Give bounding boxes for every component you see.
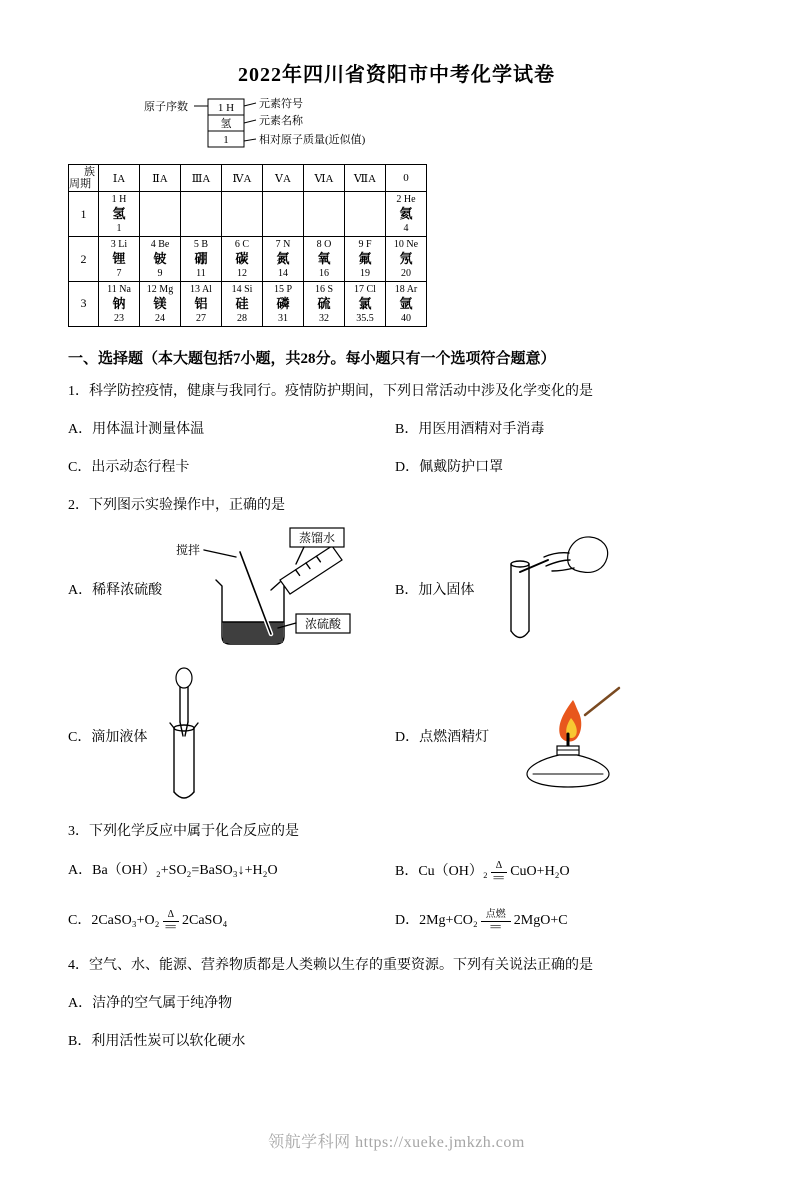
q4-option-a: A．洁净的空气属于纯净物 bbox=[68, 996, 233, 1012]
q1-options-ab bbox=[68, 420, 725, 440]
q2-options-ab bbox=[68, 524, 725, 654]
equation-right: 2MgO+C bbox=[513, 912, 568, 928]
element-cell: 3 Li 锂 7 bbox=[99, 237, 140, 282]
section-header: 一、选择题（本大题包括7小题，共28分。每小题只有一个选项符合题意） bbox=[68, 350, 556, 367]
q2-option-a-label: A．稀释浓硫酸 bbox=[68, 582, 163, 598]
reaction-condition: Δ bbox=[163, 909, 179, 923]
element-cell: 17 Cl 氯 35.5 bbox=[345, 282, 386, 326]
alcohol-lamp-figure bbox=[499, 680, 649, 792]
flame-icon bbox=[559, 700, 581, 742]
element-legend-figure bbox=[144, 97, 474, 153]
corner-period-label: 周期 bbox=[69, 178, 91, 191]
q1-options-cd bbox=[68, 458, 725, 478]
group-header-cell: ⅣA bbox=[222, 165, 263, 192]
condition-equals bbox=[491, 859, 507, 886]
q3-option-a bbox=[68, 860, 395, 882]
relative-mass-label: 相对原子质量(近似值) bbox=[259, 134, 366, 146]
equation-right: CuO+H₂O bbox=[510, 863, 570, 879]
element-name-label: 元素名称 bbox=[259, 115, 303, 127]
condition-equals bbox=[481, 908, 511, 935]
group-header-row bbox=[69, 165, 427, 192]
add-liquid-figure bbox=[157, 666, 211, 806]
group-header-cell: ⅥA bbox=[304, 165, 345, 192]
q2-option-c-label: C．滴加液体 bbox=[68, 729, 148, 745]
element-cell: 12 Mg 镁 24 bbox=[140, 282, 181, 326]
legend-example-name: 氢 bbox=[220, 118, 232, 130]
period-row bbox=[69, 192, 427, 237]
match-icon bbox=[585, 688, 619, 715]
reaction-condition: Δ bbox=[491, 860, 507, 874]
legend-example-top: 1 H bbox=[217, 102, 235, 114]
question-3-stem: 3．下列化学反应中属于化合反应的是 bbox=[68, 823, 299, 839]
reaction-condition: 点燃 bbox=[481, 909, 511, 923]
equation-left: C．2CaSO₃+O₂ bbox=[68, 912, 160, 928]
group-header-cell: 0 bbox=[386, 165, 427, 192]
test-tube-icon bbox=[170, 723, 198, 798]
element-cell bbox=[181, 192, 222, 237]
group-header-cell: ⅠA bbox=[99, 165, 140, 192]
period-row bbox=[69, 237, 427, 282]
q1-option-c: C．出示动态行程卡 bbox=[68, 459, 190, 475]
distilled-water-label: 蒸馏水 bbox=[299, 530, 336, 545]
element-cell: 6 C 碳 12 bbox=[222, 237, 263, 282]
q1-option-a: A．用体温计测量体温 bbox=[68, 421, 205, 437]
q4-option-b: B．利用活性炭可以软化硬水 bbox=[68, 1034, 246, 1050]
corner-cell bbox=[69, 165, 99, 192]
element-cell: 1 H 氢 1 bbox=[99, 192, 140, 237]
periodic-table bbox=[68, 164, 427, 327]
element-cell: 13 Al 铝 27 bbox=[181, 282, 222, 326]
equals-sign: = bbox=[164, 919, 178, 935]
q1-option-d: D．佩戴防护口罩 bbox=[395, 459, 504, 475]
q3-options-ab bbox=[68, 859, 725, 886]
element-cell: 11 Na 钠 23 bbox=[99, 282, 140, 326]
equals-sign: = bbox=[489, 919, 503, 935]
q3-options-cd bbox=[68, 908, 725, 935]
group-header-cell: ⅦA bbox=[345, 165, 386, 192]
equation-left: B．Cu（OH）₂ bbox=[395, 863, 488, 879]
element-cell: 18 Ar 氩 40 bbox=[386, 282, 427, 326]
equation-left: D．2Mg+CO₂ bbox=[395, 912, 478, 928]
group-header-cell: ⅡA bbox=[140, 165, 181, 192]
group-header-cell: ⅢA bbox=[181, 165, 222, 192]
alcohol-lamp-icon bbox=[527, 734, 609, 787]
equation-text: A．Ba（OH）₂+SO₂=BaSO₃↓+H₂O bbox=[68, 863, 278, 879]
element-cell bbox=[263, 192, 304, 237]
atomic-number-label: 原子序数 bbox=[144, 101, 188, 113]
element-cell: 14 Si 硅 28 bbox=[222, 282, 263, 326]
corner-group-label: 族 bbox=[84, 166, 95, 178]
element-cell bbox=[304, 192, 345, 237]
equals-sign: = bbox=[492, 870, 506, 886]
question-1-stem: 1．科学防控疫情，健康与我同行。疫情防护期间，下列日常活动中涉及化学变化的是 bbox=[68, 383, 593, 399]
period-number: 3 bbox=[69, 282, 99, 326]
element-cell: 8 O 氧 16 bbox=[304, 237, 345, 282]
element-cell: 4 Be 铍 9 bbox=[140, 237, 181, 282]
q3-option-b bbox=[395, 859, 725, 886]
element-cell: 9 F 氟 19 bbox=[345, 237, 386, 282]
element-legend bbox=[144, 97, 725, 158]
element-cell: 15 P 磷 31 bbox=[263, 282, 304, 326]
element-cell: 10 Ne 氖 20 bbox=[386, 237, 427, 282]
element-cell bbox=[140, 192, 181, 237]
question-2-stem: 2．下列图示实验操作中，正确的是 bbox=[68, 497, 285, 513]
element-cell: 2 He 氦 4 bbox=[386, 192, 427, 237]
footer-watermark: 领航学科网 https://xueke.jmkzh.com bbox=[268, 1134, 525, 1151]
q3-option-d bbox=[395, 908, 725, 935]
element-cell: 16 S 硫 32 bbox=[304, 282, 345, 326]
q2-option-b-label: B．加入固体 bbox=[395, 582, 475, 598]
period-number: 1 bbox=[69, 192, 99, 237]
acid-liquid bbox=[223, 622, 283, 643]
dilute-acid-figure bbox=[172, 524, 382, 654]
q2-options-cd bbox=[68, 666, 725, 806]
graduated-cylinder-icon bbox=[271, 546, 342, 594]
condition-equals bbox=[163, 908, 179, 935]
exam-page bbox=[0, 58, 793, 1052]
add-solid-figure bbox=[484, 526, 614, 651]
equation-right: 2CaSO₄ bbox=[182, 912, 228, 928]
element-cell bbox=[222, 192, 263, 237]
q1-option-b: B．用医用酒精对手消毒 bbox=[395, 421, 545, 437]
conc-acid-label: 浓硫酸 bbox=[305, 616, 342, 631]
element-cell bbox=[345, 192, 386, 237]
element-cell: 7 N 氮 14 bbox=[263, 237, 304, 282]
q3-option-c bbox=[68, 908, 395, 935]
group-header-cell: ⅤA bbox=[263, 165, 304, 192]
period-row bbox=[69, 282, 427, 326]
period-number: 2 bbox=[69, 237, 99, 282]
legend-example-mass: 1 bbox=[223, 134, 229, 146]
hand-icon bbox=[544, 537, 608, 572]
question-4-stem: 4．空气、水、能源、营养物质都是人类赖以生存的重要资源。下列有关说法正确的是 bbox=[68, 958, 593, 974]
stir-label: 搅拌 bbox=[176, 542, 201, 557]
element-cell: 5 B 硼 11 bbox=[181, 237, 222, 282]
element-symbol-label: 元素符号 bbox=[259, 98, 303, 110]
q2-option-d-label: D．点燃酒精灯 bbox=[395, 729, 490, 745]
page-title: 2022年四川省资阳市中考化学试卷 bbox=[238, 64, 555, 86]
